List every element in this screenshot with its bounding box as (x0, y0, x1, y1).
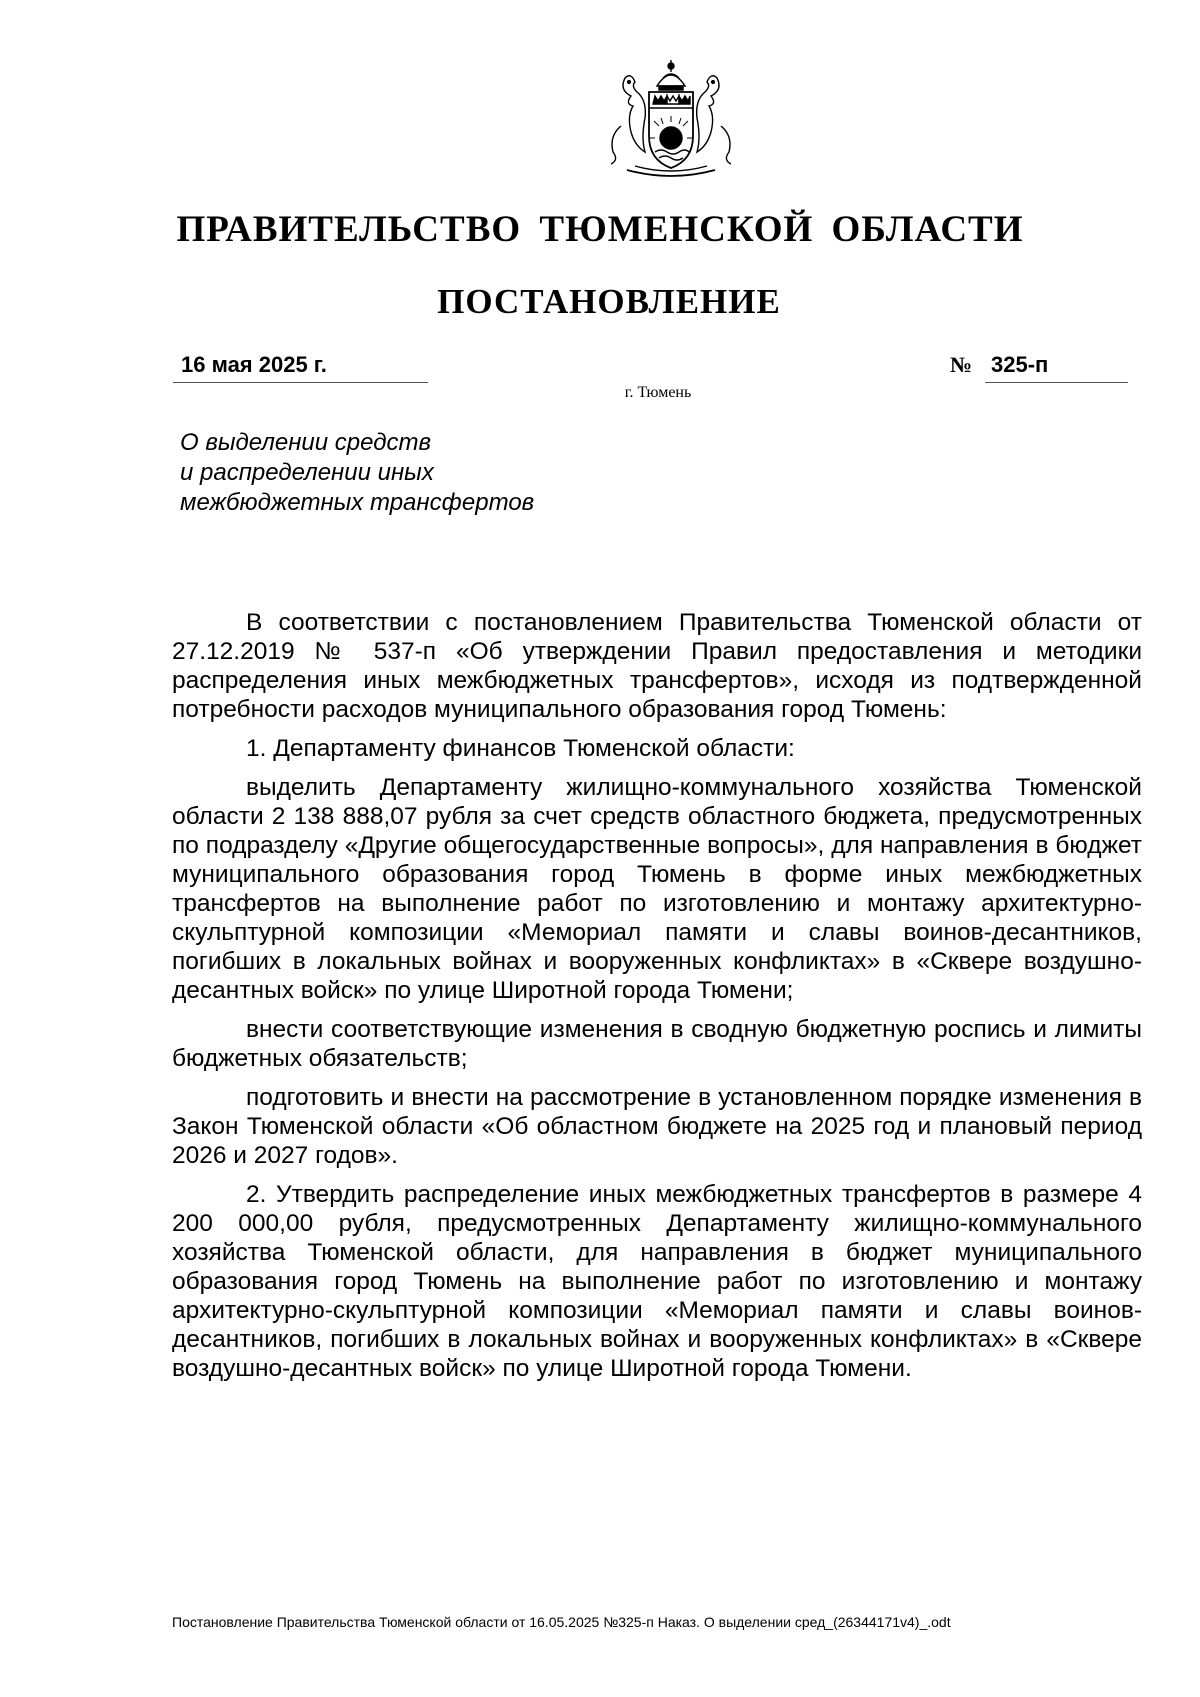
subject-line: межбюджетных трансфертов (180, 489, 535, 516)
document-body (172, 608, 1142, 1393)
body-paragraph-amend-budget: внести соответствующие изменения в сводную бюджетную роспись и лимиты бюджетных обязательств; (172, 1016, 1142, 1072)
body-paragraph-item-1: 1. Департаменту финансов Тюменской области: (246, 735, 795, 762)
body-paragraph-item-2: 2. Утвердить распределение иных межбюджетных трансфертов в размере 4 200 000,00 рубля, предусмотренных Департаменту жилищно-коммунального хозяйства Тюменской области, для направления в бюджет муниципального образования город Тюмень на выполнение работ по изготовлению и монтажу архитектурно-скульптурной композиции «Мемориал памяти и славы воинов-десантников, погибших в локальных войнах и вооруженных конфликтах» в «Сквере воздушно-десантных войск» по улице Широтной города Тюмени. (172, 1181, 1142, 1382)
document-city: г. Тюмень (624, 384, 692, 401)
footer-filename: Постановление Правительства Тюменской области от 16.05.2025 №325-п Наказ. О выделении сред_(26344171v4)_.odt (172, 1614, 951, 1630)
organization-title: ПРАВИТЕЛЬСТВО ТЮМЕНСКОЙ ОБЛАСТИ (176, 209, 1024, 250)
document-number: 325-п (985, 350, 1128, 383)
body-paragraph-allocate: выделить Департаменту жилищно-коммунального хозяйства Тюменской области 2 138 888,07 рубля за счет средств областного бюджета, предусмотренных по подразделу «Другие общегосударственные вопросы», для направления в бюджет муниципального образования город Тюмень в форме иных межбюджетных трансфертов на выполнение работ по изготовлению и монтажу архитектурно-скульптурной композиции «Мемориал памяти и славы воинов-десантников, погибших в локальных войнах и вооруженных конфликтах» в «Сквере воздушно-десантных войск» по улице Широтной города Тюмени; (172, 774, 1142, 1004)
document-type-title: ПОСТАНОВЛЕНИЕ (437, 282, 781, 321)
subject-line: О выделении средств (180, 429, 432, 456)
number-sign: № (950, 352, 973, 377)
coat-of-arms-icon (591, 56, 751, 184)
document-date: 16 мая 2025 г. (173, 350, 428, 383)
body-paragraph-preamble: В соответствии с постановлением Правительства Тюменской области от 27.12.2019 № 537-п «Об утверждении Правил предоставления и методики распределения иных межбюджетных трансфертов», исходя из подтвержденной потребности расходов муниципального образования город Тюмень: (172, 609, 1142, 723)
body-paragraph-prepare-law: подготовить и внести на рассмотрение в установленном порядке изменения в Закон Тюменской области «Об областном бюджете на 2025 год и плановый период 2026 и 2027 годов». (172, 1084, 1142, 1169)
document-subject (180, 428, 600, 518)
subject-line: и распределении иных (180, 459, 434, 486)
